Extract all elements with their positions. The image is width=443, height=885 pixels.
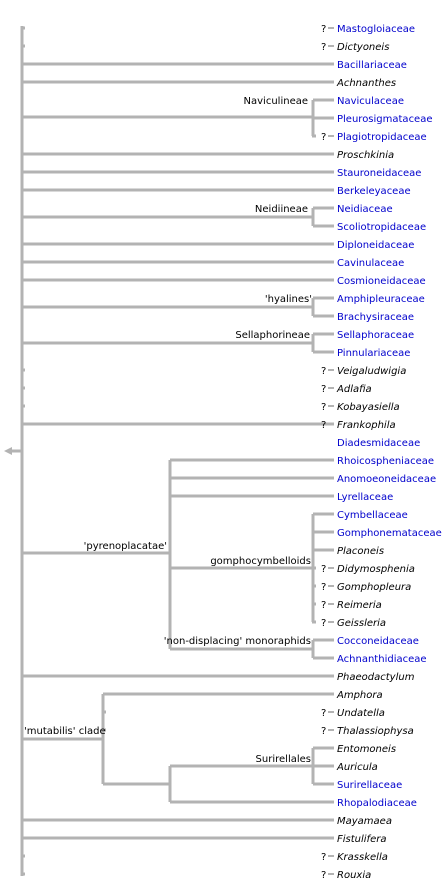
leaf-label[interactable]: Amphipleuraceae: [337, 294, 425, 305]
leaf-label: Rouxia: [337, 870, 372, 881]
leaf-label: Geissleria: [337, 618, 387, 629]
leaf-label: Krasskella: [337, 852, 388, 863]
leaf-label[interactable]: Diadesmidaceae: [337, 438, 421, 449]
leaf-label[interactable]: Cymbellaceae: [337, 510, 408, 521]
leaf-label: Undatella: [337, 708, 385, 719]
leaf-label[interactable]: Scoliotropidaceae: [337, 222, 427, 233]
leaf-label[interactable]: Lyrellaceae: [337, 492, 394, 503]
leaf-label: Dictyoneis: [337, 42, 390, 53]
leaf-label[interactable]: Rhopalodiaceae: [337, 798, 417, 809]
clade-label-sellaphorineae: Sellaphorineae: [235, 330, 310, 341]
uncertain-mark: ?: [321, 564, 327, 575]
clade-label-hyalines: 'hyalines': [264, 294, 312, 305]
leaf-label: Proschkinia: [337, 150, 395, 161]
leaf-label: Didymosphenia: [337, 564, 415, 575]
leaf-label[interactable]: Pinnulariaceae: [337, 348, 411, 359]
leaf-label: Placoneis: [337, 546, 385, 557]
uncertain-mark: ?: [321, 600, 327, 611]
leaf-label[interactable]: Mastogloiaceae: [337, 24, 416, 35]
uncertain-mark: ?: [321, 870, 327, 881]
leaf-label[interactable]: Cocconeidaceae: [337, 636, 419, 647]
leaf-label: Phaeodactylum: [337, 672, 415, 683]
leaf-label[interactable]: Gomphonemataceae: [337, 528, 442, 539]
leaf-label[interactable]: Achnanthidiaceae: [337, 654, 427, 665]
uncertain-mark: ?: [321, 24, 327, 35]
leaf-label: Adlafia: [337, 384, 372, 395]
uncertain-mark: ?: [321, 618, 327, 629]
clade-label-gomphocymbelloids: gomphocymbelloids: [210, 556, 311, 567]
leaf-label[interactable]: Surirellaceae: [337, 780, 403, 791]
uncertain-mark: ?: [321, 726, 327, 737]
tree-branches: [12, 26, 334, 876]
uncertain-mark: ?: [321, 852, 327, 863]
leaf-label: Amphora: [337, 690, 383, 701]
uncertain-mark: ?: [321, 582, 327, 593]
leaf-label: Entomoneis: [337, 744, 397, 755]
clade-label-mutabilis: 'mutabilis' clade: [24, 726, 106, 737]
uncertain-mark: ?: [321, 132, 327, 143]
clade-label-surirellales: Surirellales: [255, 754, 311, 765]
uncertain-mark: ?: [321, 420, 327, 431]
leaf-label: Gomphopleura: [337, 582, 412, 593]
leaf-label[interactable]: Cavinulaceae: [337, 258, 405, 269]
leaf-label: Reimeria: [337, 600, 382, 611]
leaf-label[interactable]: Cosmioneidaceae: [337, 276, 426, 287]
leaf-label[interactable]: Stauroneidaceae: [337, 168, 422, 179]
clade-labels: [24, 96, 312, 765]
leaf-label[interactable]: Neidiaceae: [337, 204, 393, 215]
uncertain-mark: ?: [321, 384, 327, 395]
leaf-label: Veigaludwigia: [337, 366, 407, 377]
leaf-label[interactable]: Sellaphoraceae: [337, 330, 415, 341]
leaf-labels: [336, 24, 442, 881]
uncertain-mark: ?: [321, 42, 327, 53]
leaf-label: Fistulifera: [337, 834, 387, 845]
root-arrow-icon: [4, 447, 12, 455]
leaf-label[interactable]: Anomoeoneidaceae: [337, 474, 437, 485]
leaf-label: Thalassiophysa: [337, 726, 414, 737]
leaf-label[interactable]: Bacillariaceae: [337, 60, 407, 71]
leaf-label[interactable]: Diploneidaceae: [337, 240, 415, 251]
leaf-label[interactable]: Berkeleyaceae: [337, 186, 411, 197]
leaf-label: Achnanthes: [337, 78, 397, 89]
uncertain-mark: ?: [321, 402, 327, 413]
leaf-label[interactable]: Naviculaceae: [337, 96, 404, 107]
leaf-label[interactable]: Pleurosigmataceae: [337, 114, 433, 125]
clade-label-nondisplacing: 'non-displacing' monoraphids: [163, 636, 311, 647]
leaf-label[interactable]: Rhoicospheniaceae: [337, 456, 435, 467]
clade-label-neidiineae: Neidiineae: [254, 204, 308, 215]
clade-label-pyrenoplacatae: 'pyrenoplacatae': [83, 541, 167, 552]
leaf-label[interactable]: Brachysiraceae: [337, 312, 415, 323]
leaf-label: Auricula: [337, 762, 378, 773]
root-arrow-icon: [4, 447, 12, 455]
leaf-label[interactable]: Plagiotropidaceae: [337, 132, 427, 143]
leaf-label: Frankophila: [337, 420, 396, 431]
leaf-label: Mayamaea: [337, 816, 392, 827]
uncertain-mark: ?: [321, 366, 327, 377]
leaf-label: Kobayasiella: [337, 402, 400, 413]
clade-label-naviculineae: Naviculineae: [243, 96, 308, 107]
uncertain-mark: ?: [321, 708, 327, 719]
